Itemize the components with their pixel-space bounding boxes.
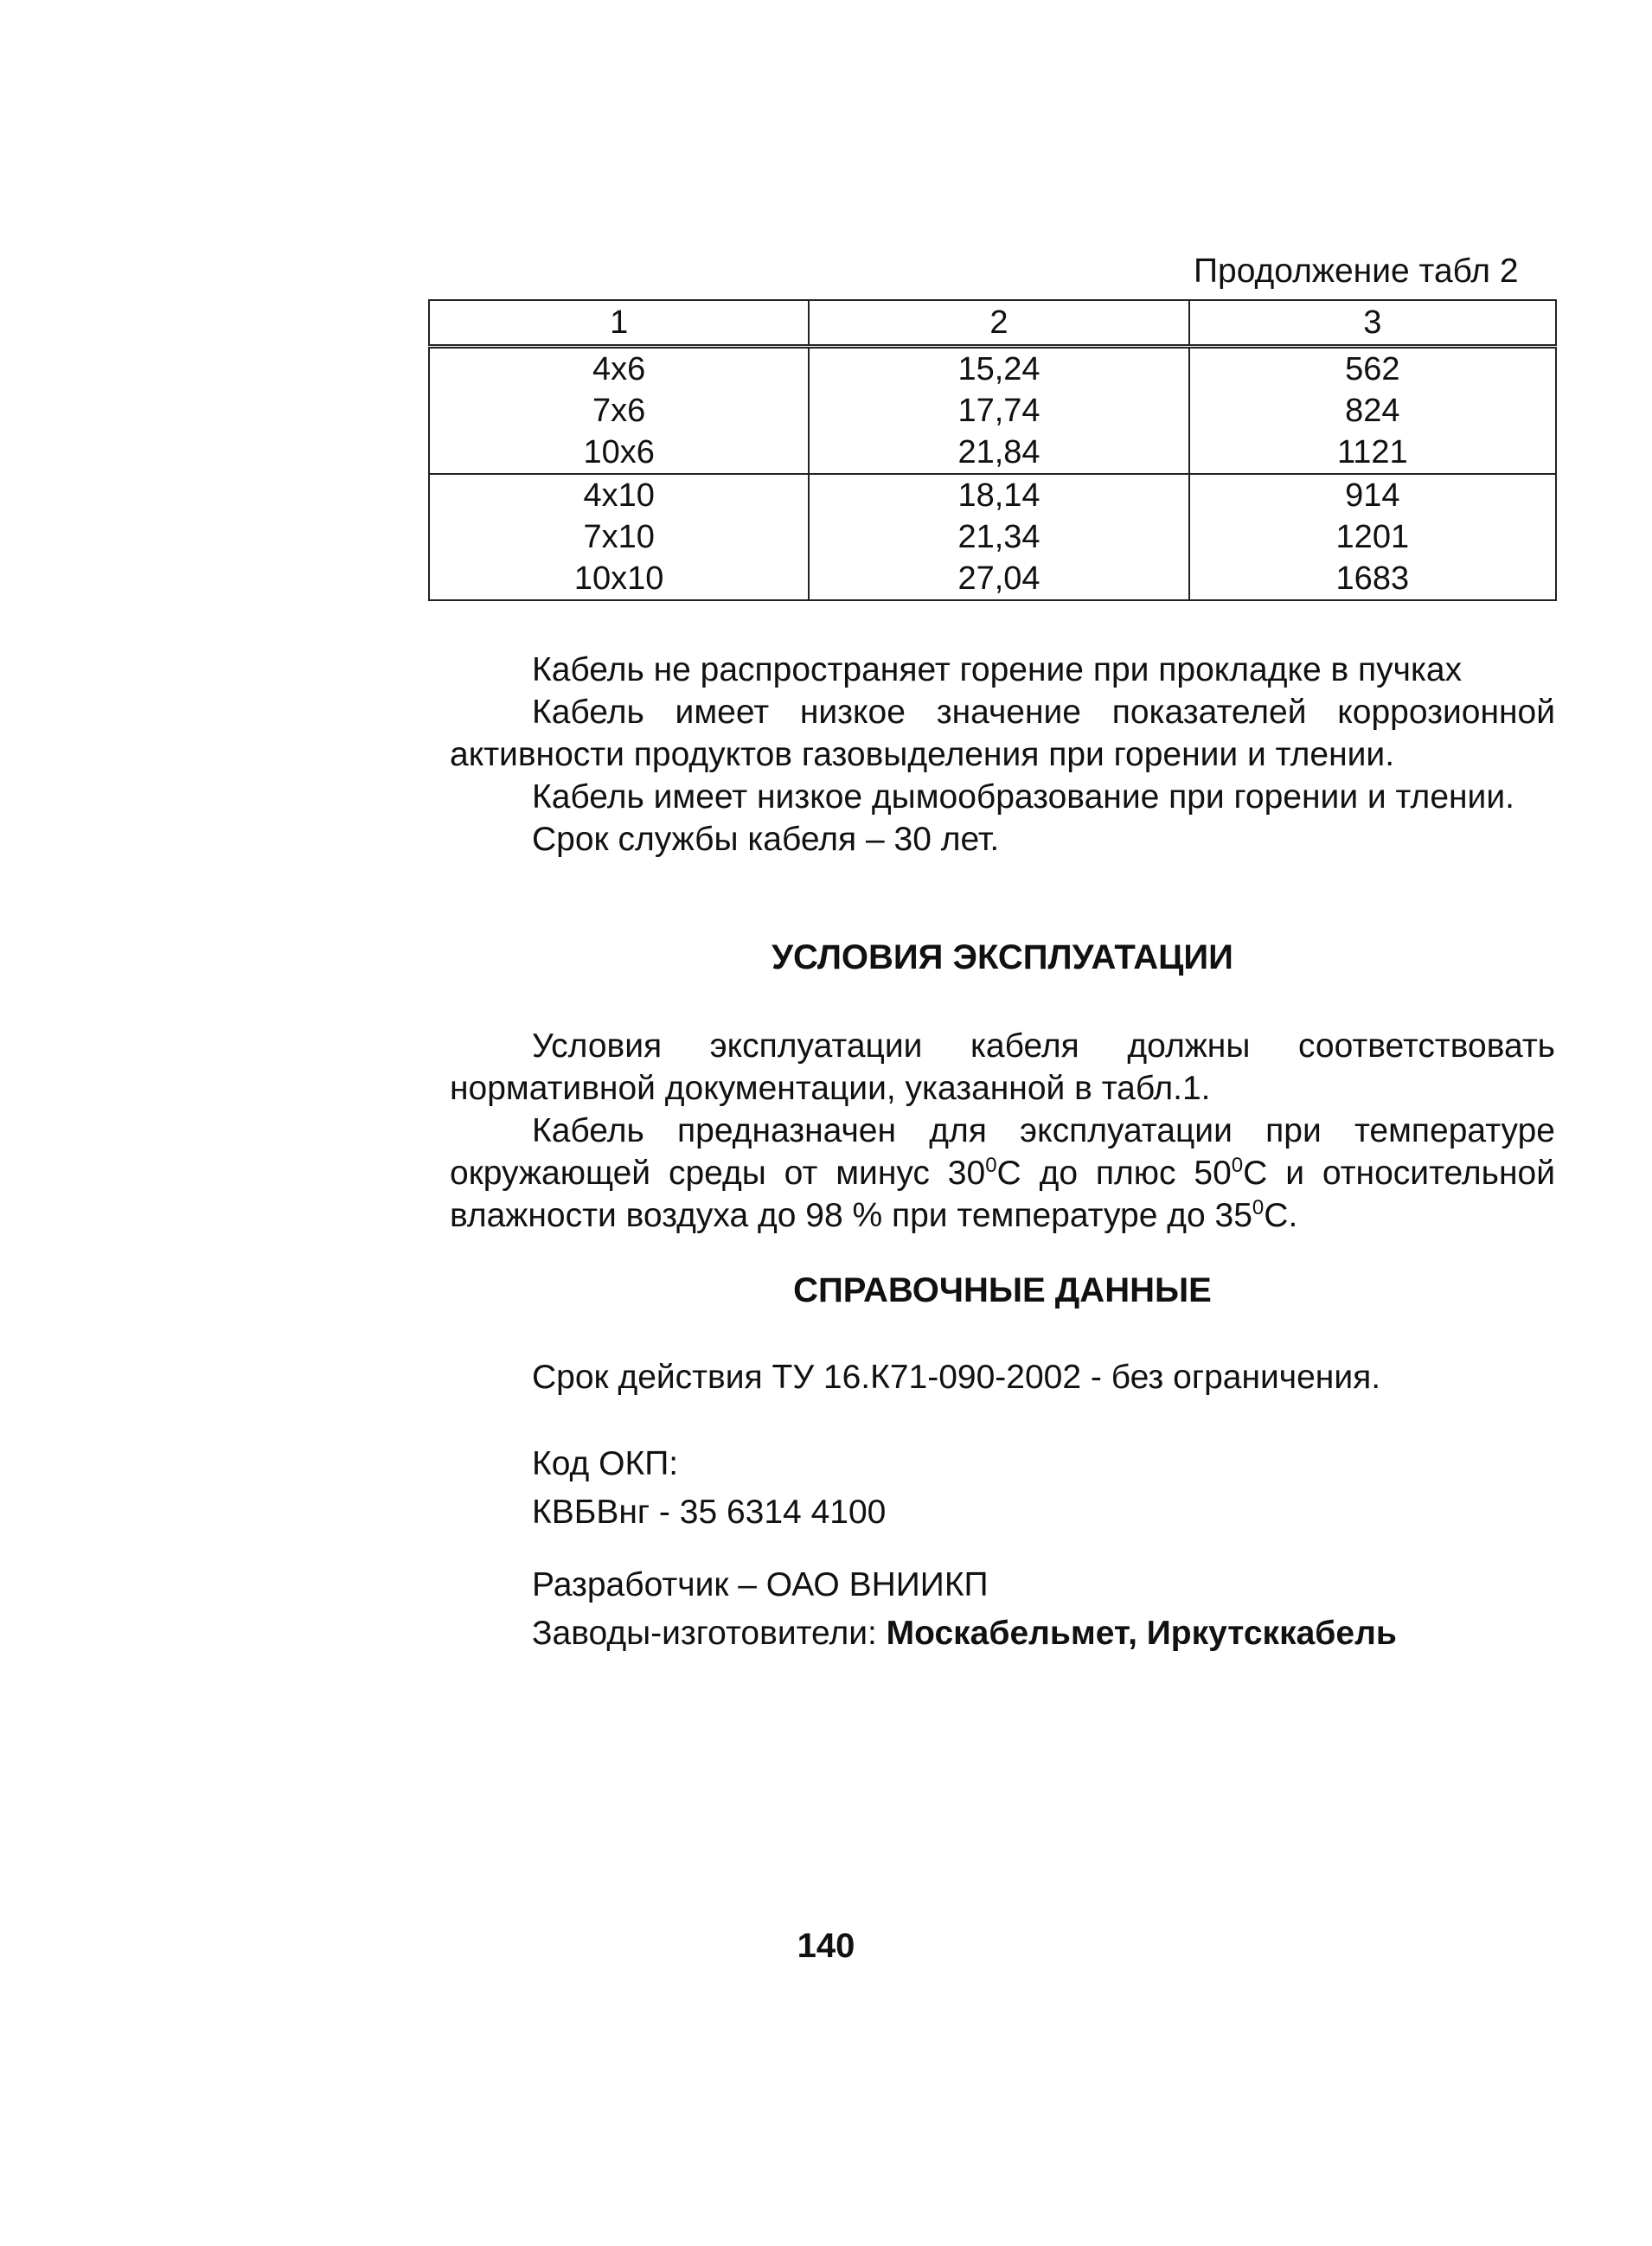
table-cell: 824 <box>1189 390 1556 432</box>
table-header-cell: 1 <box>429 300 809 347</box>
okp-block <box>532 1440 886 1537</box>
table-cell: 15,24 <box>809 347 1188 391</box>
table-header-row <box>429 300 1556 347</box>
table-header-cell: 3 <box>1189 300 1556 347</box>
paragraph-normative: Условия эксплуатации кабеля должны соответствовать нормативной документации, указанной в табл.1. <box>450 1027 1555 1107</box>
page-number: 140 <box>797 1927 855 1965</box>
table-cell: 21,34 <box>809 516 1188 558</box>
cable-table <box>428 299 1557 601</box>
paragraph-flame: Кабель не распространяет горение при прокладке в пучках <box>532 651 1463 688</box>
table-cell: 1201 <box>1189 516 1556 558</box>
table-cell: 17,74 <box>809 390 1188 432</box>
table-header-cell: 2 <box>809 300 1188 347</box>
table-row <box>429 516 1556 558</box>
developer-line: Разработчик – ОАО ВНИИКП <box>532 1566 989 1603</box>
table-cell: 27,04 <box>809 558 1188 600</box>
paragraph-temperature: Кабель предназначен для эксплуатации при температуре окружающей среды от минус $30^0С$ до плюс $50^0С$ и относительной влажности воздуха до 98 % при температуре до $35^0С$. <box>450 1112 1555 1234</box>
section-title-operating-conditions: УСЛОВИЯ ЭКСПЛУАТАЦИИ <box>772 938 1233 976</box>
table-cell: 21,84 <box>809 432 1188 474</box>
table-cell: 1683 <box>1189 558 1556 600</box>
table-cell: 562 <box>1189 347 1556 391</box>
table-row <box>429 347 1556 391</box>
table-row <box>429 432 1556 474</box>
table-cell: 7x10 <box>429 516 809 558</box>
paragraph-service-life: Срок службы кабеля – 30 лет. <box>532 821 1000 858</box>
table-row <box>429 558 1556 600</box>
table-cell: 7x6 <box>429 390 809 432</box>
table-row <box>429 390 1556 432</box>
makers-line <box>532 1609 1397 1658</box>
okp-value: КВБВнг - 35 6314 4100 <box>532 1494 887 1531</box>
okp-label: Код ОКП: <box>532 1445 679 1482</box>
makers-value: Москабельмет, Иркутсккабель <box>886 1615 1397 1652</box>
table-cell: 914 <box>1189 474 1556 516</box>
table-row <box>429 474 1556 516</box>
paragraph-corrosion: Кабель имеет низкое значение показателей коррозионной активности продуктов газовыделения при горении и тлении. <box>450 694 1555 773</box>
table-cell: 4x10 <box>429 474 809 516</box>
properties-text <box>450 649 1555 861</box>
validity-line: Срок действия ТУ 16.К71-090-2002 - без ограничения. <box>532 1359 1381 1396</box>
table-cell: 10x6 <box>429 432 809 474</box>
table-cell: 10x10 <box>429 558 809 600</box>
makers-label: Заводы-изготовители: <box>532 1615 887 1652</box>
table-cell: 18,14 <box>809 474 1188 516</box>
table-cell: 4x6 <box>429 347 809 391</box>
table-caption: Продолжение табл 2 <box>1194 253 1519 290</box>
operating-conditions-text <box>450 1025 1555 1237</box>
table-cell: 1121 <box>1189 432 1556 474</box>
manufacturer-block <box>532 1561 1397 1658</box>
paragraph-smoke: Кабель имеет низкое дымообразование при горении и тлении. <box>532 778 1514 816</box>
section-title-reference-data: СПРАВОЧНЫЕ ДАННЫЕ <box>793 1271 1212 1309</box>
